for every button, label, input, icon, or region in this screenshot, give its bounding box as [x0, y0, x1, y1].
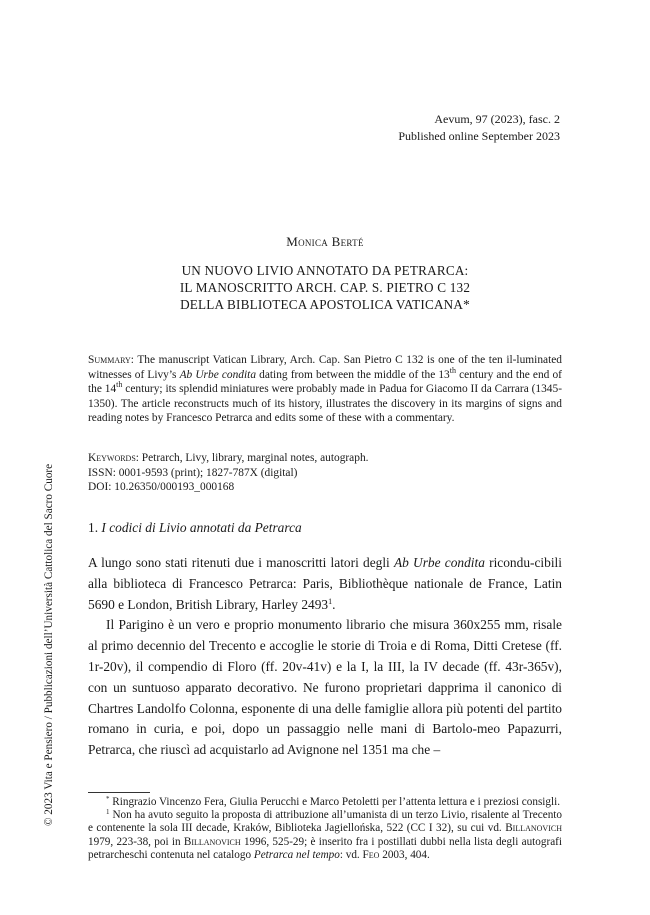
footnote-mark: *	[106, 795, 110, 803]
issn-line: ISSN: 0001-9593 (print); 1827-787X (digital)	[88, 466, 298, 479]
superscript: th	[449, 365, 456, 375]
section-title: I codici di Livio annotati da Petrarca	[101, 520, 302, 535]
body-text	[88, 553, 562, 761]
article-title	[88, 262, 562, 313]
footnote-text: Non ha avuto seguito la proposta di attribuzione all’umanista di un terzo Livio, risalente al Trecento e contenente la sola III decade, Kraków, Biblioteka Jagiellońska, 522 (CC I 32), su cui vd.	[88, 809, 562, 835]
keywords-line	[88, 451, 562, 466]
footnote-text: 2003, 404.	[379, 848, 430, 861]
publication-date: Published online September 2023	[398, 129, 560, 143]
footnotes	[88, 796, 562, 862]
summary-text: century; its splendid miniatures were probably made in Padua for Giacomo II da Carrara (1345-1350). The article reconstructs much of its history, illustrates the discovery in its margins of signs and reading notes by Francesco Petrarca and edits some of these with a commentary.	[88, 383, 562, 425]
title-line: IL MANOSCRITTO ARCH. CAP. S. PIETRO C 132	[179, 280, 471, 295]
footnote-text: : vd.	[339, 848, 363, 861]
summary-work-title: Ab Urbe condita	[179, 368, 257, 381]
article-metadata	[88, 451, 562, 495]
summary-text: dating from between the middle of the 13	[256, 368, 450, 381]
superscript: th	[116, 380, 123, 390]
copyright-sidebar: © 2023 Vita e Pensiero / Pubblicazioni dell’Università Cattolica del Sacro Cuore	[43, 463, 55, 826]
paragraph-text: ricondu-cibili alla biblioteca di Francesco Petrarca: Paris, Bibliothèque nationale de France, Latin 5690 e London, British Library, Harley 2493	[88, 555, 562, 612]
section-number: 1.	[88, 520, 102, 535]
title-line: UN NUOVO LIVIO ANNOTATO DA PETRARCA:	[181, 263, 469, 278]
footnote-ref: 1	[328, 596, 333, 606]
summary-abstract	[88, 353, 562, 426]
journal-info	[398, 111, 560, 145]
cited-author: Billanovich	[505, 822, 562, 835]
work-title: Ab Urbe condita	[393, 555, 485, 570]
journal-citation: Aevum, 97 (2023), fasc. 2	[434, 112, 560, 126]
section-heading	[88, 520, 302, 536]
footnote-mark: 1	[106, 808, 110, 817]
paragraph-text: A lungo sono stati ritenuti due i manoscritti latori degli	[88, 555, 394, 570]
footnote-text: 1979, 223-38, poi in	[88, 835, 184, 848]
title-line: DELLA BIBLIOTECA APOSTOLICA VATICANA*	[180, 297, 470, 312]
doi-line: DOI: 10.26350/000193_000168	[88, 481, 235, 494]
summary-text: : The manuscript Vatican Library, Arch. Cap. San Pietro C 132 is one of the ten il-luminated witnesses of Livy’s	[88, 354, 562, 381]
footnote-1	[88, 809, 562, 862]
cited-work: Petrarca nel tempo	[253, 848, 340, 861]
paragraph: Il Parigino è un vero e proprio monumento librario che misura 360x255 mm, risale al primo decennio del Trecento e accoglie le storie di Troia e di Roma, Ditti Cretese (ff. 1r-20v), il compendio di Floro (ff. 20v-41v) e la I, la III, la IV decade (ff. 43r-365v), con un suntuoso apparato decorativo. Ne furono proprietari dapprima il canonico di Chartres Landolfo Colonna, esponente di una delle famiglie allora più potenti del partito romano in curia, e poi, dopo un passaggio nelle mani di Bartolo-meo Papazurri, Petrarca, che riuscì ad acquistarlo ad Avignone nel 1351 ma che –	[88, 617, 562, 758]
summary-text: century and the end of the 14	[88, 368, 562, 396]
footnote-star	[88, 796, 562, 809]
keywords-text: : Petrarch, Livy, library, marginal notes, autograph.	[135, 452, 369, 464]
summary-label: Summary	[88, 354, 131, 366]
author-name: Monica Berté	[286, 234, 364, 249]
keywords-label: Keywords	[88, 452, 136, 464]
cited-author: Billanovich	[183, 835, 241, 848]
paragraph	[88, 553, 562, 615]
footnote-divider	[88, 792, 150, 793]
cited-author: Feo	[362, 848, 380, 861]
footnote-text: Ringrazio Vincenzo Fera, Giulia Perucchi e Marco Petoletti per l’attenta lettura e i preziosi consigli.	[109, 796, 561, 808]
paragraph-text: .	[332, 596, 336, 612]
footnote-text: 1996, 525-29; è inserito fra i postillati dubbi nella lista degli autografi petrarcheschi contenuta nel catalogo	[88, 835, 563, 861]
